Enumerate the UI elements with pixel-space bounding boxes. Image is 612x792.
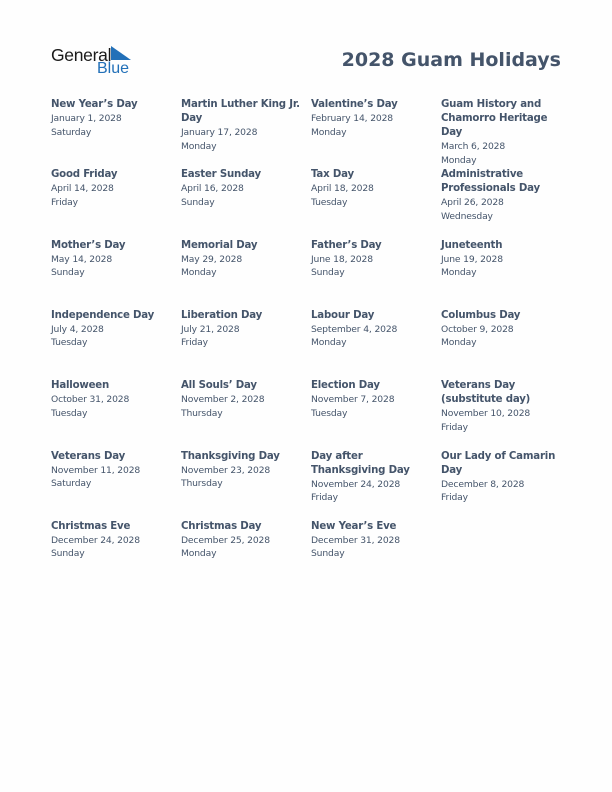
holiday-date: March 6, 2028 <box>441 141 506 152</box>
holiday-entry <box>181 309 305 350</box>
holiday-date: November 2, 2028 <box>181 394 265 406</box>
holiday-name: Memorial Day <box>181 239 258 251</box>
holiday-date: April 26, 2028 <box>441 197 504 209</box>
holiday-name: Juneteenth <box>441 239 503 251</box>
holiday-name: Our Lady of Camarin Day <box>441 450 556 476</box>
holiday-weekday: Friday <box>51 196 78 208</box>
holiday-name: New Year’s Day <box>51 99 138 110</box>
holiday-name: Columbus Day <box>441 309 521 321</box>
holiday-date: April 16, 2028 <box>181 183 244 195</box>
holiday-entry <box>441 239 566 280</box>
holiday-entry <box>441 309 566 350</box>
holiday-weekday: Monday <box>311 337 347 349</box>
holiday-date: December 24, 2028 <box>51 534 140 546</box>
holiday-name: Liberation Day <box>181 309 263 321</box>
holiday-name: Day after Thanksgiving Day <box>311 450 410 476</box>
holiday-weekday: Saturday <box>51 126 92 138</box>
holiday-entry <box>51 239 175 280</box>
holiday-weekday: Friday <box>311 492 338 503</box>
holiday-weekday: Thursday <box>181 478 223 489</box>
holiday-name: Guam History and Chamorro Heritage Day <box>441 99 548 138</box>
holiday-date: October 9, 2028 <box>441 323 514 335</box>
holiday-name: Halloween <box>51 380 110 392</box>
holiday-entry <box>311 309 435 350</box>
holiday-weekday: Friday <box>181 337 208 349</box>
holiday-name: Father’s Day <box>311 239 382 251</box>
holiday-date: May 29, 2028 <box>181 253 243 265</box>
holiday-date: November 10, 2028 <box>441 408 531 420</box>
holiday-entry <box>181 520 305 561</box>
holiday-entry <box>441 168 566 223</box>
holiday-name: Labour Day <box>311 309 375 321</box>
holiday-entry <box>441 98 566 167</box>
holiday-name: Christmas Eve <box>51 520 131 532</box>
holiday-entry <box>311 98 435 139</box>
holiday-entry <box>51 98 175 139</box>
holiday-entry <box>51 168 175 209</box>
holiday-date: May 14, 2028 <box>51 253 113 265</box>
holiday-entry <box>181 450 305 491</box>
holiday-weekday: Monday <box>441 267 477 279</box>
holiday-entry <box>311 239 435 280</box>
holiday-weekday: Thursday <box>181 407 223 419</box>
holiday-entry <box>51 379 175 420</box>
holiday-entry <box>441 379 566 434</box>
holiday-entry <box>181 98 305 153</box>
holiday-weekday: Monday <box>441 337 477 349</box>
holiday-name: Administrative Professionals Day <box>441 169 540 195</box>
holiday-date: June 18, 2028 <box>311 253 373 265</box>
holiday-name: Mother’s Day <box>51 239 126 251</box>
holiday-weekday: Sunday <box>311 548 345 560</box>
holiday-date: December 25, 2028 <box>181 534 270 546</box>
holiday-weekday: Monday <box>181 140 217 152</box>
holiday-weekday: Monday <box>181 267 217 279</box>
holiday-date: February 14, 2028 <box>311 113 393 124</box>
holiday-name: Thanksgiving Day <box>181 450 280 462</box>
holiday-entry <box>311 379 435 420</box>
holiday-weekday: Tuesday <box>311 407 348 419</box>
holiday-name: Tax Day <box>311 169 354 181</box>
holiday-name: Valentine’s Day <box>311 99 398 110</box>
holiday-weekday: Sunday <box>51 267 85 279</box>
holiday-weekday: Friday <box>441 492 468 503</box>
holiday-entry <box>311 168 435 209</box>
holiday-weekday: Saturday <box>51 478 92 489</box>
holiday-weekday: Monday <box>441 154 477 166</box>
holiday-weekday: Tuesday <box>51 407 88 419</box>
holiday-date: October 31, 2028 <box>51 394 130 406</box>
holiday-date: April 14, 2028 <box>51 183 114 195</box>
holiday-name: Veterans Day <box>51 450 126 462</box>
holiday-name: New Year’s Eve <box>311 520 397 532</box>
holiday-weekday: Friday <box>441 421 468 433</box>
holiday-name: All Souls’ Day <box>181 380 257 392</box>
holiday-entry <box>311 450 435 505</box>
holiday-entry <box>51 450 175 491</box>
holiday-entry <box>441 450 566 505</box>
holiday-date: November 7, 2028 <box>311 394 395 406</box>
holiday-date: November 11, 2028 <box>51 464 141 476</box>
holiday-date: September 4, 2028 <box>311 323 398 335</box>
holiday-date: November 24, 2028 <box>311 478 401 490</box>
holiday-date: July 4, 2028 <box>51 323 104 335</box>
holiday-date: January 1, 2028 <box>51 113 122 124</box>
logo-text-general: General <box>51 45 112 65</box>
holiday-weekday: Monday <box>311 126 347 138</box>
holiday-date: June 19, 2028 <box>441 253 503 265</box>
holiday-entry <box>181 239 305 280</box>
holiday-date: April 18, 2028 <box>311 183 374 195</box>
holiday-name: Good Friday <box>51 169 118 181</box>
holiday-date: January 17, 2028 <box>181 127 258 138</box>
holiday-entry <box>51 309 175 350</box>
logo-text-blue: Blue <box>97 60 130 77</box>
holiday-name: Christmas Day <box>181 520 262 532</box>
logo-triangle-icon <box>111 46 131 60</box>
holiday-weekday: Tuesday <box>311 196 348 208</box>
holiday-weekday: Wednesday <box>441 210 493 222</box>
holiday-weekday: Sunday <box>51 548 85 560</box>
holiday-date: July 21, 2028 <box>181 323 240 335</box>
holiday-entry <box>181 379 305 420</box>
holiday-weekday: Tuesday <box>51 337 88 349</box>
holiday-name: Martin Luther King Jr. Day <box>181 99 300 124</box>
holiday-weekday: Sunday <box>181 196 215 208</box>
holiday-date: December 31, 2028 <box>311 534 400 546</box>
page-title: 2028 Guam Holidays <box>341 49 561 71</box>
holiday-weekday: Monday <box>181 548 217 560</box>
holiday-entry <box>181 168 305 209</box>
holiday-name: Veterans Day (substitute day) <box>441 380 531 406</box>
holiday-entry <box>311 520 435 561</box>
holiday-name: Easter Sunday <box>181 169 261 181</box>
holiday-date: November 23, 2028 <box>181 464 271 476</box>
holiday-name: Election Day <box>311 380 380 392</box>
holiday-weekday: Sunday <box>311 267 345 279</box>
holiday-date: December 8, 2028 <box>441 478 525 490</box>
holiday-entry <box>51 520 175 561</box>
holiday-name: Independence Day <box>51 309 155 321</box>
brand-logo <box>51 45 141 79</box>
